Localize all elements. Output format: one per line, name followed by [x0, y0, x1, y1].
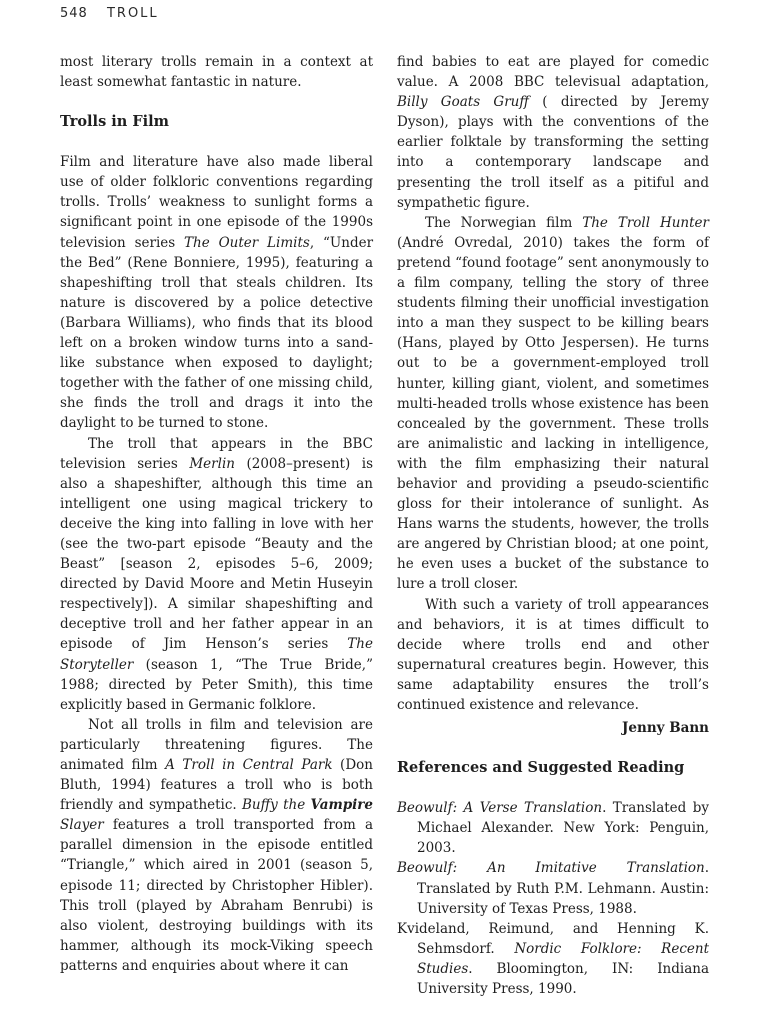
title-merlin: Merlin [189, 455, 235, 472]
left-column [60, 52, 373, 976]
title-outer-limits: The Outer Limits [184, 234, 310, 251]
title-storyteller: The Storyteller [60, 636, 373, 673]
reference-item: Beowulf: A Verse Translation. Translated by Michael Alexander. New York: Penguin, 2003. [397, 800, 709, 857]
references-heading: References and Suggested Reading [397, 759, 685, 777]
section-heading-trolls-in-film: Trolls in Film [60, 113, 170, 131]
title-billy-goats-gruff: Billy Goats Gruff [397, 94, 529, 111]
right-column [397, 52, 709, 999]
paragraph-troll-hunter: The Norwegian film The Troll Hunter (André Ovredal, 2010) takes the form of pretend “found footage” sent anonymously to a film company, telling the story of three students filming their unofficial investigation into a man they suspect to be killing bears (Hans, played by Otto Jespersen). He turns out to be a government-employed troll hunter, killing giant, violent, and sometimes multi-headed trolls whose existence has been concealed by the government. These trolls are animalistic and lacking in intelligence, with the film emphasizing their natural behavior and providing a pseudo-scientific gloss for their intolerance of sunlight. As Hans warns the students, however, the trolls are angered by Christian blood; at one point, he even uses a bucket of the substance to lure a troll closer. [397, 214, 709, 593]
paragraph-merlin: The troll that appears in the BBC television series Merlin (2008–present) is also a shapeshifter, although this time an intelligent one using magical trickery to deceive the king into falling in love with her (see the two-part episode “Beauty and the Beast” [season 2, episodes 5–6, 2009; directed by David Moore and Metin Huseyin respectively]). A similar shapeshifting and deceptive troll and her father appear in an episode of Jim Henson’s series The Storyteller (season 1, “The True Bride,” 1988; directed by Peter Smith), this time explicitly based in Germanic folklore. [60, 435, 373, 713]
reference-item: Beowulf: An Imitative Translation. Translated by Ruth P.M. Lehmann. Austin: University of Texas Press, 1988. [397, 860, 709, 917]
paragraph-friendly-trolls: Not all trolls in film and television are particularly threatening figures. The animated film A Troll in Central Park (Don Bluth, 1994) features a troll who is both friendly and sympathetic. Buffy the Vampire Slayer features a troll transported from a parallel dimension in the episode entitled “Triangle,” which aired in 2001 (season 5, episode 11; directed by Christopher Hibler). This troll (played by Abraham Benrubi) is also violent, destroying buildings with its hammer, although its mock-Viking speech patterns and enquiries about where it can [60, 716, 374, 974]
author-signature: Jenny Bann [622, 720, 709, 737]
paragraph-outer-limits: Film and literature have also made liberal use of older folkloric conventions regarding trolls. Trolls’ weakness to sunlight forms a significant point in one episode of the 1990s television series The Outer Limits, “Under the Bed” (Rene Bonniere, 1995), featuring a shapeshifting troll that steals children. Its nature is discovered by a police detective (Barbara Williams), who finds that its blood left on a broken window turns into a sand-like substance when exposed to daylight; together with the father of one missing child, she finds the troll and drags it into the daylight to be turned to stone. [60, 154, 374, 432]
title-troll-hunter: The Troll Hunter [582, 214, 709, 231]
paragraph-conclusion: With such a variety of troll appearances and behaviors, it is at times difficult to decide where trolls end and other supernatural creatures begin. However, this same adaptability ensures the troll’s continued existence and relevance. [397, 596, 709, 713]
running-head [60, 6, 159, 21]
paragraph-continued: find babies to eat are played for comedic value. A 2008 BBC televisual adaptation, Billy Goats Gruff ( directed by Jeremy Dyson), plays with the conventions of the earlier folktale by transforming the setting into a contemporary landscape and presenting the troll itself as a pitiful and sympathetic figure. [397, 54, 709, 211]
references-list [397, 798, 709, 999]
reference-item: Kvideland, Reimund, and Henning K. Sehmsdorf. Nordic Folklore: Recent Studies. Bloomington, IN: Indiana University Press, 1990. [397, 920, 710, 998]
running-title: TROLL [106, 6, 159, 21]
title-buffy-bold: Vampire [310, 797, 374, 814]
page-number: 548 [60, 6, 88, 21]
title-troll-central-park: A Troll in Central Park [165, 757, 333, 773]
paragraph-intro: most literary trolls remain in a context at least somewhat fantastic in nature. [60, 54, 373, 91]
